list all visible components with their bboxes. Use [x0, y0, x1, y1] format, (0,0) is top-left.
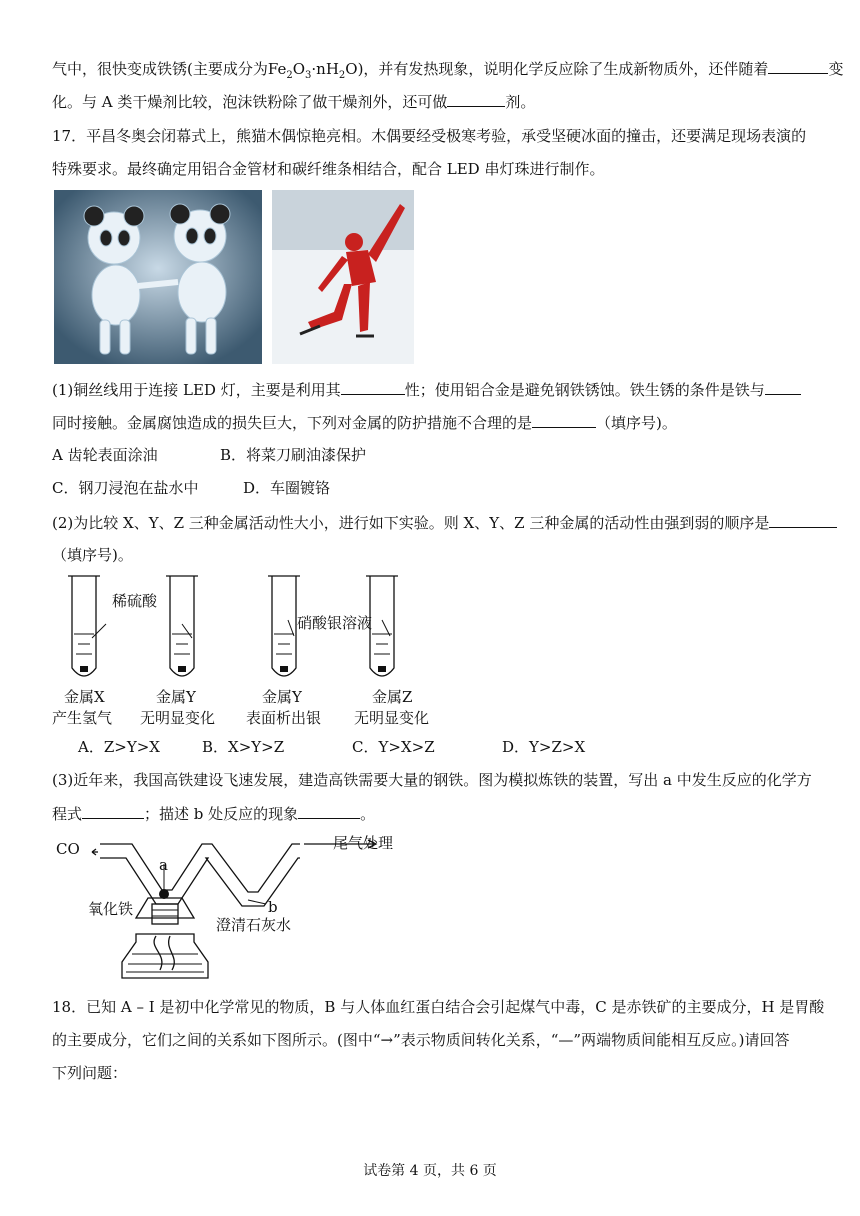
answer-blank[interactable]	[447, 90, 505, 107]
q18-line3: 下列问题：	[52, 1064, 128, 1082]
option-a: A 齿轮表面涂油	[52, 446, 158, 464]
q17-p2-line1: (2)为比较 X、Y、Z 三种金属活动性大小，进行如下实验。则 X、Y、Z 三种金属的活动性由强到弱的顺序是	[52, 511, 837, 534]
q17-p2-line2: （填序号)。	[52, 546, 133, 564]
answer-blank[interactable]	[765, 378, 801, 395]
q18-line1: 18．已知 A – I 是初中化学常见的物质，B 与人体血红蛋白结合会引起煤气中毒，C 是赤铁矿的主要成分，H 是胃酸	[52, 998, 825, 1016]
dilute-sulfuric-acid-label: 稀硫酸	[112, 592, 158, 610]
tube1-metal: 金属X	[64, 688, 105, 706]
tail-gas-label: 尾气处理	[333, 834, 394, 852]
label-b: b	[268, 898, 278, 916]
label-a: a	[159, 856, 168, 874]
tube3-result: 表面析出银	[246, 709, 322, 727]
q17-p3-line1: (3)近年来，我国高铁建设飞速发展，建造高铁需要大量的钢铁。图为模拟炼铁的装置，写出 a 中发生反应的化学方	[52, 771, 812, 789]
q17-p1-line2: 同时接触。金属腐蚀造成的损失巨大，下列对金属的防护措施不合理的是 （填序号)。	[52, 411, 677, 434]
q16-line1: 气中，很快变成铁锈(主要成分为$Fe_2O_3\cdot nH_2O$)，并有发热现象，说明化学反应除了生成新物质外，还伴随着 变	[52, 57, 843, 87]
answer-blank[interactable]	[768, 57, 828, 74]
iron-oxide-label: 氧化铁	[88, 900, 134, 918]
silver-nitrate-label: 硝酸银溶液	[297, 614, 373, 632]
limewater-label: 澄清石灰水	[216, 916, 292, 934]
option-b: B．X>Y>Z	[202, 738, 285, 756]
answer-blank[interactable]	[341, 378, 405, 395]
answer-blank[interactable]	[298, 802, 360, 819]
page-footer: 试卷第 4 页，共 6 页	[363, 1163, 497, 1179]
q17-p1-line1: (1)铜丝线用于连接 LED 灯，主要是利用其 性；使用铝合金是避免钢铁锈蚀。铁生锈的条件是铁与	[52, 378, 801, 401]
tube3-metal: 金属Y	[262, 688, 302, 706]
co-label: CO	[56, 840, 80, 858]
option-d: D．Y>Z>X	[502, 738, 586, 756]
q17-intro-line2: 特殊要求。最终确定用铝合金管材和碳纤维条相结合，配合 LED 串灯珠进行制作。	[52, 160, 605, 178]
tube1-result: 产生氢气	[52, 709, 113, 727]
option-c: C．钢刀浸泡在盐水中	[52, 479, 199, 497]
tube4-metal: 金属Z	[372, 688, 413, 706]
panda-puppets-photo	[54, 190, 262, 364]
q17-p3-line2: 程式 ；描述 b 处反应的现象 。	[52, 802, 375, 825]
answer-blank[interactable]	[769, 511, 837, 528]
option-a: A．Z>Y>X	[78, 738, 160, 756]
option-c: C．Y>X>Z	[352, 738, 435, 756]
q18-line2: 的主要成分，它们之间的关系如下图所示。(图中“→”表示物质间转化关系，“—”两端物质间能相互反应。)请回答	[52, 1031, 790, 1049]
option-b: B．将菜刀刷油漆保护	[220, 446, 367, 464]
tube4-result: 无明显变化	[354, 709, 430, 727]
q16-line2: 化。与 A 类干燥剂比较，泡沫铁粉除了做干燥剂外，还可做 剂。	[52, 90, 535, 113]
answer-blank[interactable]	[82, 802, 144, 819]
tube2-result: 无明显变化	[140, 709, 216, 727]
answer-blank[interactable]	[532, 411, 596, 428]
speed-skater-photo	[272, 190, 414, 364]
tube2-metal: 金属Y	[156, 688, 196, 706]
q17-intro-line1: 17．平昌冬奥会闭幕式上，熊猫木偶惊艳亮相。木偶要经受极寒考验，承受坚硬冰面的撞击，还要满足现场表演的	[52, 127, 807, 145]
option-d: D．车圈镀铬	[243, 479, 331, 497]
